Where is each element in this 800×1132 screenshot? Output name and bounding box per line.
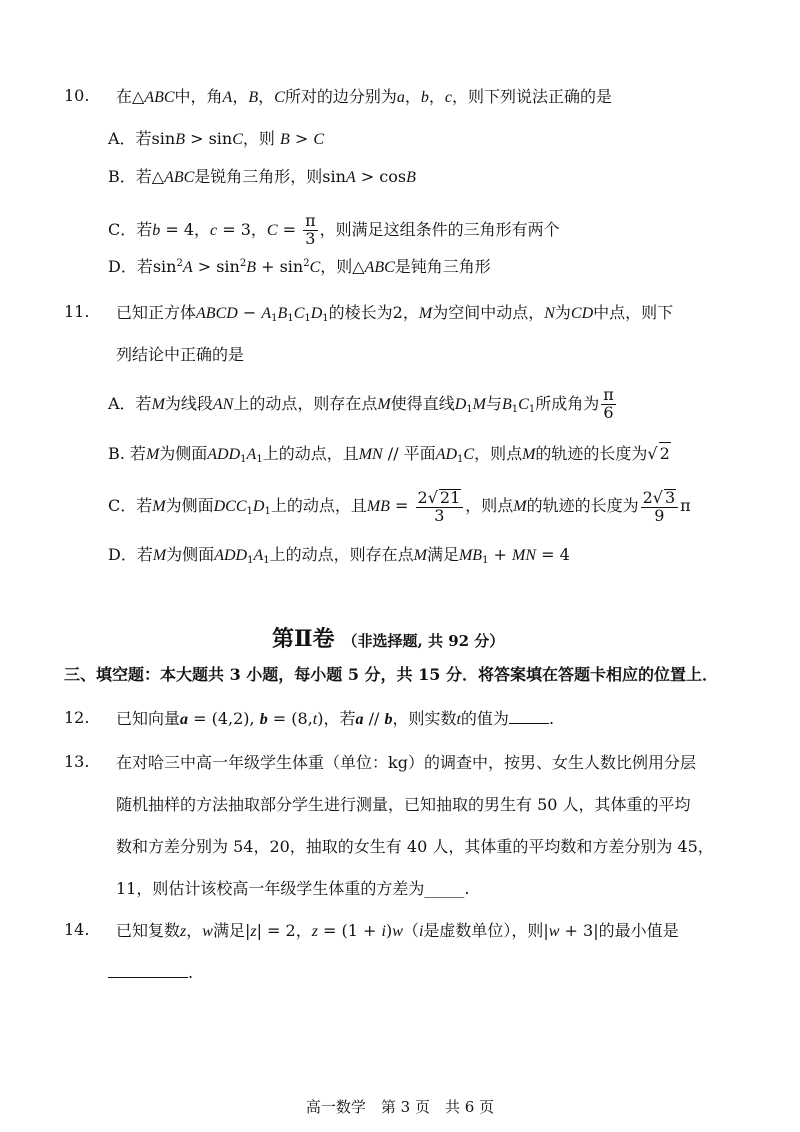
question-10-stem: 在△ABC中，角A，B，C所对的边分别为a，b，c，则下列说法正确的是	[116, 87, 612, 106]
question-14-text: 已知复数z，w满足|z| = 2，z = (1 + i)w（i是虚数单位），则|w + 3|的最小值是	[116, 921, 679, 940]
question-12-text: 已知向量a = (4,2), b = (8,t)，若a // b，则实数t的值为 .	[116, 709, 555, 728]
question-11-option-a: A．若M为线段AN上的动点，则存在点M使得直线$D_1M$与$B_1C_1$所成角为 $\frac{\pi}{6}$	[108, 385, 614, 422]
question-13-line-4: 11，则估计该校高一年级学生体重的方差为_____.	[116, 879, 470, 898]
page-footer: 高一数学 第 3 页 共 6 页	[305, 1098, 495, 1116]
question-10-number: 10.	[64, 86, 90, 105]
section-2-subtitle: （非选择题, 共 92 分）	[342, 632, 505, 650]
question-10-option-c: C．若b = 4，c = 3，C = $\frac{\pi}{3}$ ，则满足这组条件的三角形有两个	[108, 211, 560, 248]
question-11-number: 11.	[64, 302, 90, 321]
question-14-answer-line: .	[108, 962, 193, 984]
question-14-number: 14.	[64, 920, 90, 939]
question-10-option-a: A．若sinB > sinC，则 B > C	[108, 129, 324, 148]
answer-blank-12	[509, 723, 549, 724]
question-11-option-d: D．若M为侧面$ADD_1A_1$上的动点，则存在点M满足$MB_1$ + MN = 4	[108, 545, 570, 566]
question-13-line-2: 随机抽样的方法抽取部分学生进行测量，已知抽取的男生有 50 人，其体重的平均	[116, 795, 691, 814]
fraction-2sqrt3-over-9: $\frac{2√ 3}{9}$	[641, 489, 679, 525]
question-11-stem-line2: 列结论中正确的是	[116, 345, 245, 364]
question-11-option-b: B. 若M为侧面$ADD_1A_1$上的动点，且MN // 平面$AD_1C$，则点M的轨迹的长度为√ 2	[108, 444, 670, 465]
answer-blank-14	[108, 977, 188, 978]
question-11-stem-line1: 已知正方体ABCD − $A_1B_1C_1D_1$的棱长为2，M为空间中动点，N为CD中点，则下	[116, 303, 674, 324]
question-10-option-d: D．若$\sin^2A > \sin^2B + \sin^2C$，则△ABC是钝角三角形	[108, 257, 491, 276]
question-13-line-3: 数和方差分别为 54，20，抽取的女生有 40 人，其体重的平均数和方差分别为 45，	[116, 837, 714, 856]
section-2-title	[272, 622, 504, 653]
question-13-number: 13.	[64, 752, 90, 771]
question-13-line-1: 在对哈三中高一年级学生体重（单位：kg）的调查中，按男、女生人数比例用分层	[116, 753, 696, 772]
fraction-pi-over-6: $\frac{\pi}{6}$	[603, 385, 614, 422]
fraction-pi-over-3: $\frac{\pi}{3}$	[305, 211, 316, 248]
fill-in-instructions: 三、填空题：本大题共 3 小题，每小题 5 分，共 15 分．将答案填在答题卡相应的位置上．	[64, 665, 718, 684]
fraction-2sqrt21-over-3: $\frac{2√ 21}{3}$	[416, 489, 464, 525]
question-10-option-b: B．若△ABC是锐角三角形，则sinA > cosB	[108, 167, 416, 186]
section-2-title-main: 第Ⅱ卷	[272, 626, 335, 652]
question-12-number: 12.	[64, 708, 90, 727]
question-11-option-c: C．若M为侧面$DCC_1D_1$上的动点，且MB = $\frac{2√ 21}{3}$ ，则点M的轨迹的长度为 $\frac{2√ 3}{9}$ π	[108, 487, 691, 525]
